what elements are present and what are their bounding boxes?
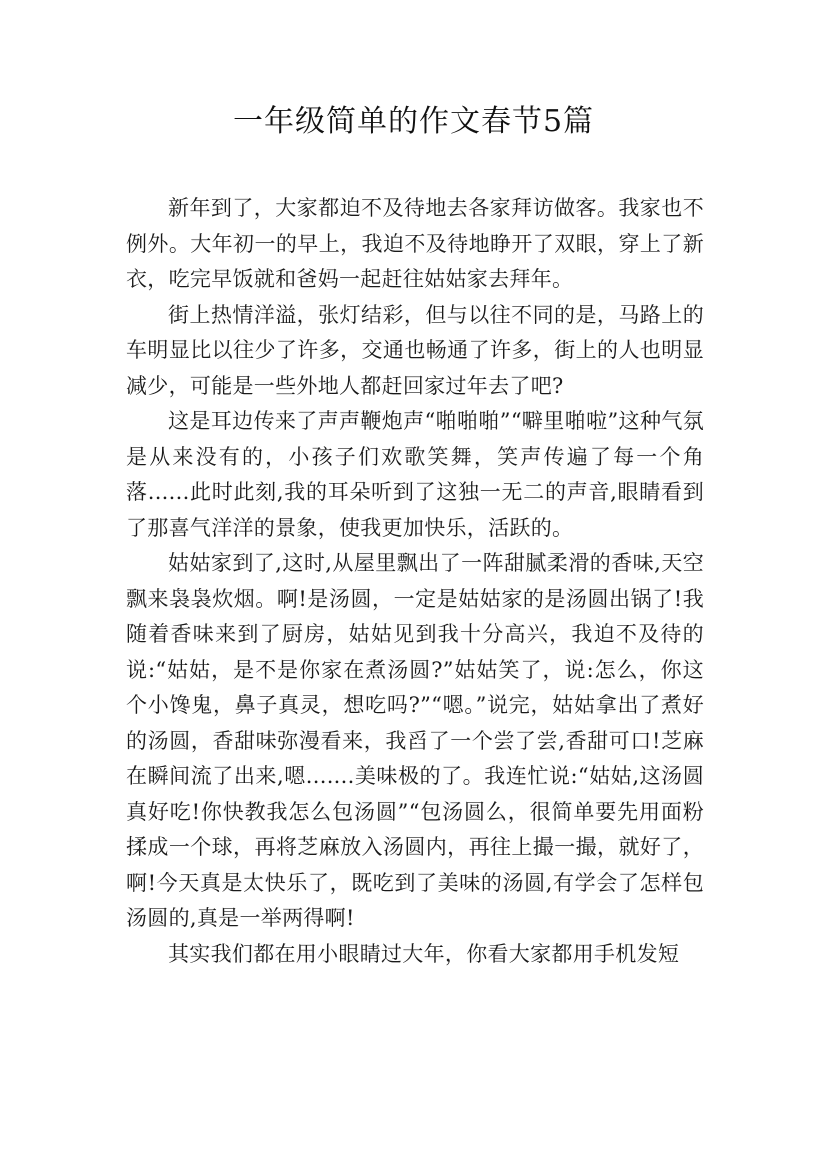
paragraph-4: 姑姑家到了,这时,从屋里飘出了一阵甜腻柔滑的香味,天空飘来袅袅炊烟。啊!是汤圆，一定是姑姑家的是汤圆出锅了!我随着香味来到了厨房，姑姑见到我十分高兴，我迫不及待的说:“姑姑，是不是你家在煮汤圆?”姑姑笑了，说:怎么，你这个小馋鬼，鼻子真灵，想吃吗?”“嗯。”说完，姑姑拿出了煮好的汤圆，香甜味弥漫看来，我舀了一个尝了尝,香甜可口!芝麻在瞬间流了出来,嗯.......美味极的了。我连忙说:“姑姑,这汤圆真好吃!你快教我怎么包汤圆”“包汤圆么，很简单要先用面粉揉成一个球，再将芝麻放入汤圆内，再往上撮一撮，就好了，啊!今天真是太快乐了，既吃到了美味的汤圆,有学会了怎样包汤圆的,真是一举两得啊! — [126, 551, 704, 930]
paragraph-1: 新年到了，大家都迫不及待地去各家拜访做客。我家也不例外。大年初一的早上，我迫不及待地睁开了双眼，穿上了新衣，吃完早饭就和爸妈一起赶往姑姑家去拜年。 — [126, 196, 704, 291]
paragraph-2: 街上热情洋溢，张灯结彩，但与以往不同的是，马路上的车明显比以往少了许多，交通也畅通了许多，街上的人也明显减少，可能是一些外地人都赶回家过年去了吧? — [126, 302, 704, 398]
paragraph-5: 其实我们都在用小眼睛过大年，你看大家都用手机发短 — [168, 941, 680, 966]
document-body — [126, 191, 704, 972]
paragraph-3: 这是耳边传来了声声鞭炮声“啪啪啪”“噼里啪啦”这种气氛是从来没有的，小孩子们欢歌笑舞，笑声传遍了每一个角落......此时此刻,我的耳朵听到了这独一无二的声音,眼睛看到了那喜气洋洋的景象，使我更加快乐，活跃的。 — [126, 409, 704, 540]
document-title: 一年级简单的作文春节5篇 — [232, 104, 595, 139]
